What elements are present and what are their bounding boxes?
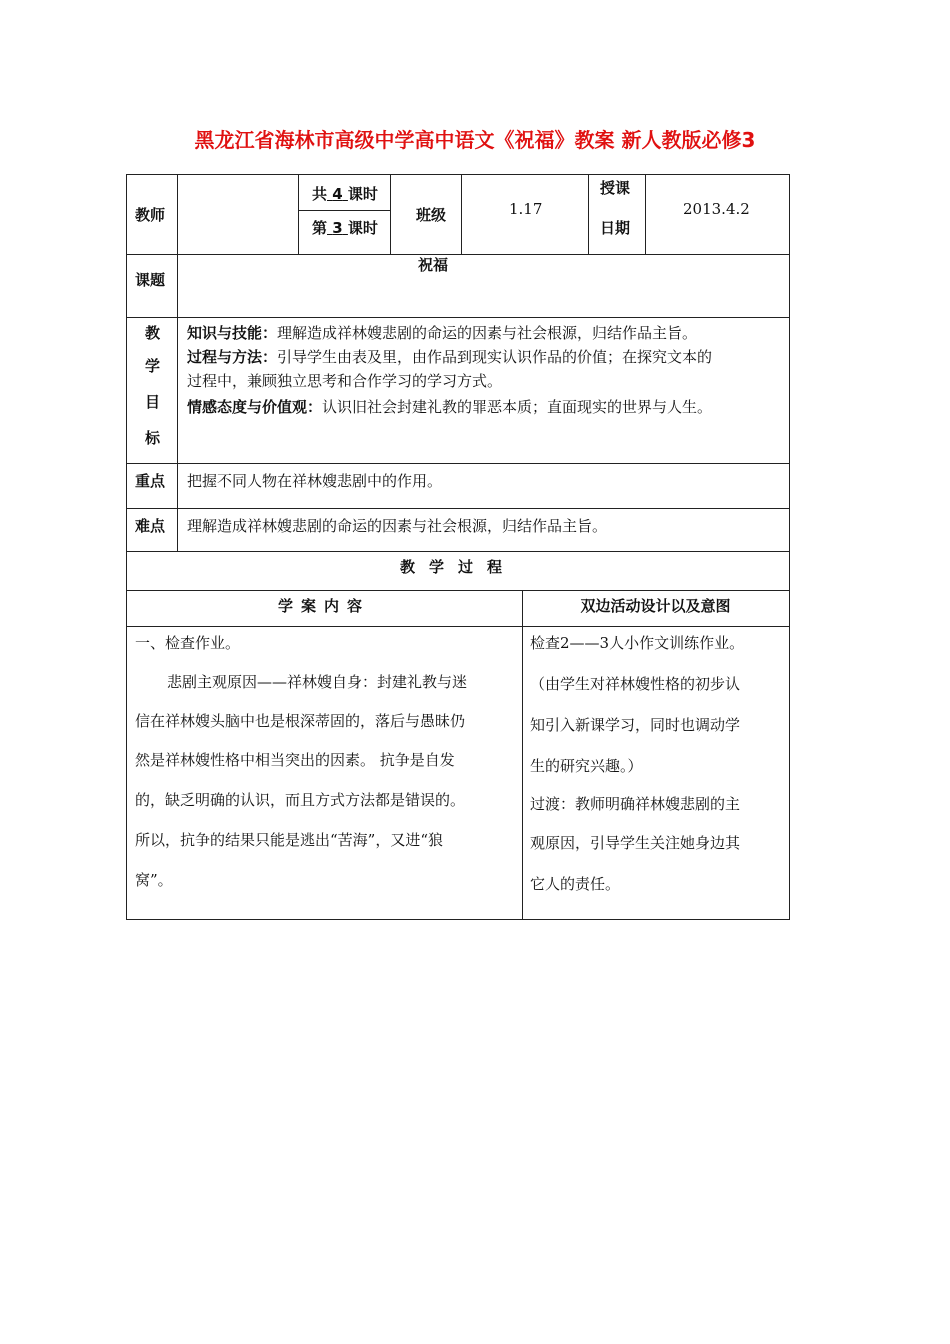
right-line: 它人的责任。	[530, 875, 621, 893]
date-value: 2013.4.2	[683, 200, 750, 218]
right-line: （由学生对祥林嫂性格的初步认	[530, 675, 741, 693]
lesson-plan-table: 教师 共 4 课时 第 3 课时 班级 1.17 授课 日期 2013.4.2 课题 祝福 教 学 目 标 知识与技能：理解造成祥林嫂悲剧的命运的因素与社会根源，归结作品主旨。 过程与方法：引导学生由表及里，由作品到现实认识作品的价值；在探究文本的 过程中，兼顾独立思考和合作学习的学习方式。 情感态度与价值观：认识旧社会封建礼教的罪恶本质；直面现实的世界与人生。 重点 把握不同人物在祥林嫂悲剧中的作用。 难点 理解造成祥林嫂悲剧的命运的因素与社会根源，归结作品主旨。 教学过程 学案内容 双边活动设计以及意图 一、检查作业。 悲剧主观原因——祥林嫂自身：封建礼教与迷 信在祥林嫂头脑中也是根深蒂固的，落后与愚昧仍 然是祥林嫂性格中相当突出的因素。 抗争是自发 的，缺乏明确的认识，而且方式方法都是错误的。 所以，抗争的结果只能是逃出“苦海”，又进“狼 窝”。 检查2——3人小作文训练作业。 （由学生对祥林嫂性格的初步认 知引入新课学习，同时也调动学 生的研究兴趣。） 过渡：教师明确祥林嫂悲剧的主 观原因，引导学生关注她身边其 它人的责任。	[126, 174, 790, 920]
left-column-header: 学案内容	[277, 597, 370, 615]
date-label-line2: 日期	[600, 219, 631, 237]
goal-knowledge: 知识与技能：理解造成祥林嫂悲剧的命运的因素与社会根源，归结作品主旨。	[187, 324, 698, 342]
key-point-text: 把握不同人物在祥林嫂悲剧中的作用。	[187, 472, 443, 490]
left-line: 悲剧主观原因——祥林嫂自身：封建礼教与迷	[167, 673, 468, 691]
total-periods: 共 4 课时	[312, 185, 378, 203]
difficulty-label: 难点	[135, 517, 166, 535]
left-line: 所以，抗争的结果只能是逃出“苦海”，又进“狼	[135, 831, 444, 849]
current-period: 第 3 课时	[312, 219, 378, 237]
difficulty-text: 理解造成祥林嫂悲剧的命运的因素与社会根源，归结作品主旨。	[187, 517, 608, 535]
left-line: 信在祥林嫂头脑中也是根深蒂固的，落后与愚昧仍	[135, 712, 466, 730]
date-label-line1: 授课	[600, 179, 631, 197]
goal-process: 过程与方法：引导学生由表及里，由作品到现实认识作品的价值；在探究文本的	[187, 348, 713, 366]
topic-value: 祝福	[418, 256, 449, 274]
goal-process-cont: 过程中，兼顾独立思考和合作学习的学习方式。	[187, 372, 503, 390]
class-label: 班级	[416, 206, 447, 224]
right-line: 生的研究兴趣。）	[530, 757, 643, 775]
right-line: 知引入新课学习，同时也调动学	[530, 716, 741, 734]
right-column-header: 双边活动设计以及意图	[580, 597, 731, 615]
goal-emotion: 情感态度与价值观：认识旧社会封建礼教的罪恶本质；直面现实的世界与人生。	[187, 398, 713, 416]
document-title: 黑龙江省海林市高级中学高中语文《祝福》教案 新人教版必修3	[194, 128, 756, 152]
key-point-label: 重点	[135, 472, 166, 490]
left-line: 然是祥林嫂性格中相当突出的因素。 抗争是自发	[135, 751, 455, 769]
left-line: 窝”。	[135, 871, 173, 889]
topic-label: 课题	[135, 271, 166, 289]
right-line: 过渡：教师明确祥林嫂悲剧的主	[530, 795, 741, 813]
right-line: 观原因，引导学生关注她身边其	[530, 834, 741, 852]
left-line: 一、检查作业。	[135, 634, 241, 652]
teacher-label: 教师	[135, 206, 166, 224]
class-value: 1.17	[509, 200, 543, 218]
process-heading: 教学过程	[399, 558, 516, 576]
right-line: 检查2——3人小作文训练作业。	[530, 634, 745, 652]
left-line: 的，缺乏明确的认识，而且方式方法都是错误的。	[135, 791, 466, 809]
